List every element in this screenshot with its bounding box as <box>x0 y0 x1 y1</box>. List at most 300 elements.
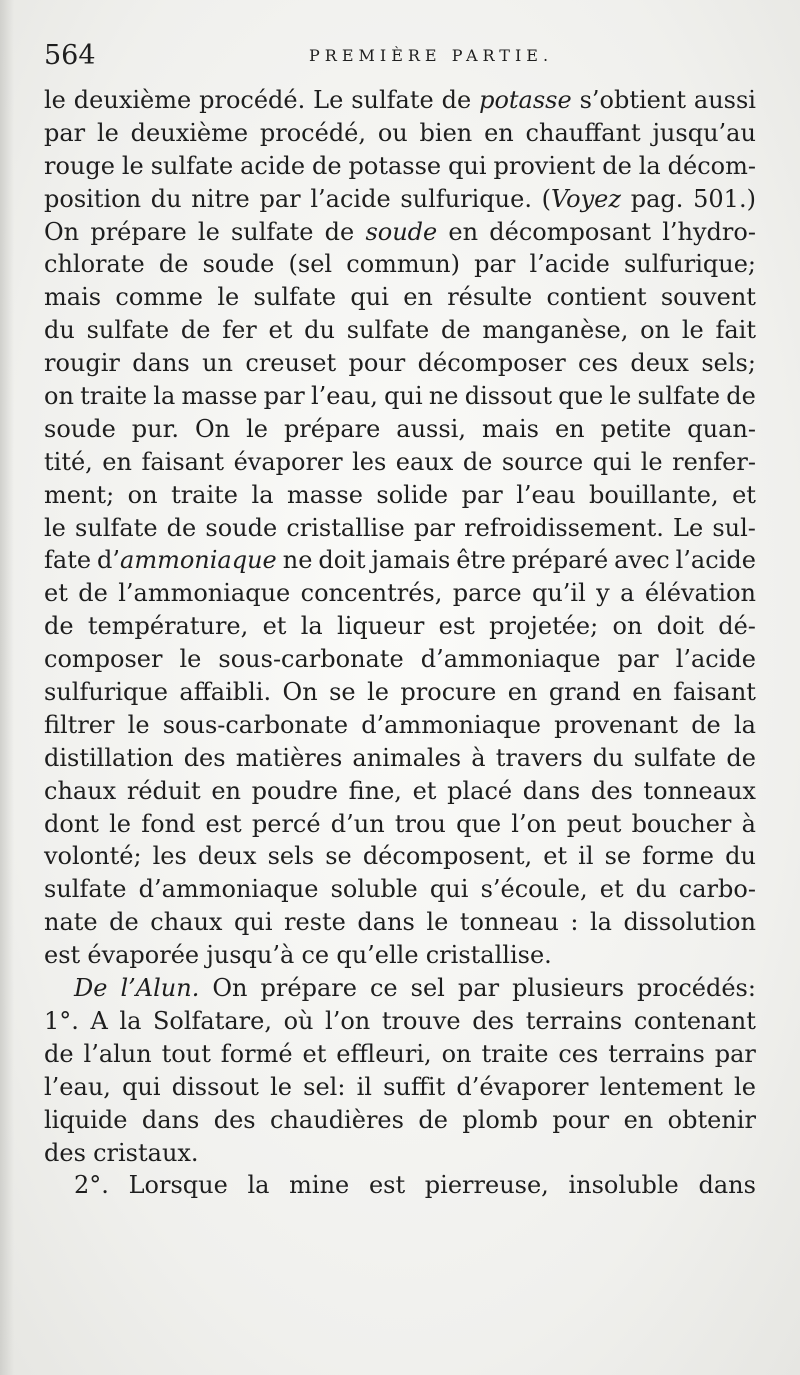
word: de <box>312 151 342 180</box>
word: d’ammoniaque <box>138 875 319 904</box>
word: de <box>602 151 632 180</box>
word: ment; <box>44 480 115 509</box>
word: plomb <box>462 1105 538 1134</box>
word: procédés: <box>637 974 756 1003</box>
text-line <box>44 84 756 117</box>
word: les <box>352 447 387 476</box>
word: des <box>472 1006 515 1035</box>
word: le <box>109 809 131 838</box>
word: procure <box>400 678 497 707</box>
word: sous-carbonate <box>218 645 404 674</box>
word: lentement <box>599 1072 723 1101</box>
word: le <box>121 151 144 180</box>
word: un <box>202 349 234 378</box>
word: la <box>300 612 323 641</box>
word: l’on <box>511 809 557 838</box>
word: provient <box>493 151 596 180</box>
word: la <box>638 151 661 180</box>
word: cristaux. <box>93 1138 199 1167</box>
word: et <box>44 579 68 608</box>
word: mais <box>44 283 102 312</box>
word: l’Alun. <box>120 974 200 1003</box>
word: dans <box>522 776 581 805</box>
word: matières <box>235 743 343 772</box>
word: le <box>426 908 449 937</box>
word: placé <box>447 776 513 805</box>
word: d’évaporer <box>456 1072 589 1101</box>
word: par <box>413 513 456 542</box>
word: pag. <box>630 184 684 213</box>
text-line <box>44 117 756 150</box>
word: du <box>725 842 756 871</box>
text-line <box>44 676 756 709</box>
word: rougir <box>44 349 120 378</box>
word: doit <box>656 612 704 641</box>
word: par <box>617 645 659 674</box>
text-line <box>44 742 756 775</box>
text-line <box>44 216 756 249</box>
text-line <box>44 906 756 939</box>
word: chlorate <box>44 250 145 279</box>
word: formé <box>220 1039 293 1068</box>
word: le <box>44 513 66 542</box>
word: sulfate <box>86 316 170 345</box>
word: plusieurs <box>512 974 625 1003</box>
word: en <box>507 678 538 707</box>
word: ne <box>428 382 459 411</box>
word: masse <box>287 480 363 509</box>
word: pierreuse, <box>424 1171 549 1200</box>
word: sulfurique; <box>623 250 756 279</box>
word: résulte <box>447 283 533 312</box>
word: jusqu’à <box>206 941 295 970</box>
text-line <box>44 1104 756 1137</box>
word: est <box>205 809 242 838</box>
word: dé- <box>718 612 756 641</box>
word: comme <box>115 283 203 312</box>
word: composer <box>44 645 163 674</box>
word: aussi <box>693 86 756 114</box>
word: en <box>623 1105 654 1134</box>
word: source <box>501 447 584 476</box>
word: la <box>247 1171 270 1200</box>
text-line <box>44 248 756 281</box>
word: sulfate <box>253 283 337 312</box>
word: sous-carbonate <box>162 710 349 739</box>
word: le <box>44 86 66 114</box>
word: du <box>635 875 667 904</box>
word: dans <box>141 1105 200 1134</box>
word: mine <box>289 1171 350 1200</box>
word: ce <box>301 941 330 970</box>
page-number: 564 <box>44 40 96 71</box>
word: à <box>471 743 486 772</box>
word: ces <box>578 349 619 378</box>
word: procédé, <box>259 118 367 147</box>
word: bien <box>419 118 473 147</box>
word: pour <box>552 1105 610 1134</box>
word: l’acide <box>675 546 756 575</box>
word: prépare <box>90 217 187 246</box>
word: effleuri, <box>336 1039 432 1068</box>
word: insoluble <box>568 1171 679 1200</box>
word: sel <box>410 974 445 1003</box>
word: évaporer <box>233 447 343 476</box>
word: procédé. <box>199 86 306 114</box>
word: dissout <box>464 382 552 411</box>
word: l’acide <box>675 645 756 674</box>
word: de <box>418 1105 448 1134</box>
word: de <box>158 250 189 279</box>
word: boucher <box>631 809 732 838</box>
word: On <box>212 974 248 1003</box>
word: et <box>268 316 293 345</box>
word: jusqu’au <box>652 118 756 147</box>
word: peut <box>566 809 622 838</box>
word: jamais <box>371 546 451 575</box>
word: pur. <box>131 414 180 443</box>
word: être <box>456 546 506 575</box>
word: prépare <box>260 974 357 1003</box>
word: l’hydro- <box>662 217 756 246</box>
word: soude <box>44 414 116 443</box>
word: fer <box>222 316 257 345</box>
text-line <box>44 512 756 545</box>
word: le <box>367 678 389 707</box>
word: décom- <box>667 151 756 180</box>
word: souvent <box>660 283 756 312</box>
word: acide <box>240 151 306 180</box>
word: liqueur <box>337 612 425 641</box>
word: sels; <box>701 349 756 378</box>
word: de <box>441 86 472 114</box>
word: grand <box>548 678 621 707</box>
word: : <box>570 908 579 937</box>
word: qu’elle <box>336 941 419 970</box>
word: des <box>183 743 226 772</box>
word: tonneau <box>459 908 559 937</box>
word: mais <box>481 414 539 443</box>
word: dans <box>357 908 415 937</box>
word: et <box>302 1039 327 1068</box>
word: refroidissement. <box>464 513 664 542</box>
word: qui <box>122 1072 161 1101</box>
word: le <box>640 447 663 476</box>
word: d’ammoniaque <box>361 710 541 739</box>
word: de <box>78 579 108 608</box>
binding-shadow <box>0 0 14 1375</box>
text-line <box>44 1038 756 1071</box>
word: on <box>612 612 643 641</box>
text-line <box>44 1071 756 1104</box>
word: qui <box>592 447 632 476</box>
word: distillation <box>44 743 174 772</box>
word: la <box>153 382 176 411</box>
word: il <box>578 842 594 871</box>
text-line <box>44 544 756 577</box>
word: ces <box>558 1039 599 1068</box>
word: fine, <box>348 776 402 805</box>
word: eaux <box>395 447 454 476</box>
word: décomposent, <box>362 842 533 871</box>
word: renfer- <box>672 447 756 476</box>
text-line <box>44 183 756 216</box>
word: où <box>283 1006 314 1035</box>
body-text <box>44 84 756 1202</box>
text-line <box>44 808 756 841</box>
word: les <box>152 842 187 871</box>
word: De <box>74 974 108 1003</box>
word: et <box>599 875 624 904</box>
word: deux <box>197 842 257 871</box>
word: s’obtient <box>579 86 686 114</box>
word: manganèse, <box>482 316 629 345</box>
word: sels <box>267 842 315 871</box>
word: On <box>195 414 231 443</box>
word: faisant <box>141 447 225 476</box>
word: qu’il <box>531 579 586 608</box>
word: y <box>596 579 610 608</box>
word: de <box>726 743 756 772</box>
word: sulfate <box>230 217 314 246</box>
word: sulfurique. <box>400 184 532 213</box>
text-line <box>44 314 756 347</box>
word: reste <box>284 908 346 937</box>
word: l’eau, <box>44 1072 111 1101</box>
word: la <box>119 1006 142 1035</box>
text-line <box>44 972 756 1005</box>
word: sulfate <box>637 382 721 411</box>
word: traite <box>80 382 148 411</box>
word: animales <box>352 743 462 772</box>
word: tout <box>161 1039 211 1068</box>
word: nate <box>44 908 98 937</box>
word: de <box>109 908 139 937</box>
word: nitre <box>191 184 250 213</box>
text-line <box>44 643 756 676</box>
word: évaporée <box>87 941 200 970</box>
word: provenant <box>554 710 679 739</box>
word: de <box>180 316 211 345</box>
word: sulfate <box>150 151 234 180</box>
text-line <box>44 939 756 972</box>
word: fond <box>141 809 196 838</box>
word: avec <box>614 546 670 575</box>
word: ce <box>369 974 398 1003</box>
word: le <box>681 316 704 345</box>
text-line <box>44 347 756 380</box>
word: la <box>251 480 274 509</box>
word: par <box>461 480 503 509</box>
word: trouve <box>381 1006 461 1035</box>
word: se <box>329 678 356 707</box>
word: et <box>732 480 756 509</box>
word: sulfate <box>44 875 127 904</box>
word: terrains <box>525 1006 623 1035</box>
word: par <box>474 250 516 279</box>
word: d’ammoniaque <box>420 645 601 674</box>
word: prépare <box>283 414 381 443</box>
word: poudre <box>251 776 338 805</box>
word: le <box>270 1072 292 1101</box>
word: l’acide <box>310 184 391 213</box>
word: de <box>462 447 493 476</box>
running-head: PREMIÈRE PARTIE. <box>309 46 554 65</box>
word: le <box>96 118 119 147</box>
word: petite <box>600 414 672 443</box>
word: bouillante, <box>589 480 719 509</box>
word: On <box>282 678 318 707</box>
word: l’ammoniaque <box>118 579 291 608</box>
word: que <box>456 809 502 838</box>
word: potasse <box>479 86 572 114</box>
word: (sel <box>288 250 333 279</box>
word: du <box>592 743 624 772</box>
word: l’alun <box>83 1039 152 1068</box>
word: d’ammoniaque <box>97 546 277 575</box>
word: percé <box>251 809 321 838</box>
word: chaux <box>150 908 223 937</box>
word: qui <box>448 151 487 180</box>
word: chaux <box>44 776 117 805</box>
word: du <box>150 184 182 213</box>
word: aussi, <box>396 414 466 443</box>
word: et <box>543 842 568 871</box>
word: en <box>403 283 433 312</box>
word: le <box>197 217 220 246</box>
word: 501.) <box>693 184 756 213</box>
word: concentrés, <box>300 579 443 608</box>
word: la <box>589 908 612 937</box>
word: il <box>356 1072 372 1101</box>
text-line <box>44 873 756 906</box>
word: A <box>90 1006 108 1035</box>
word: par <box>457 974 500 1003</box>
word: commun) <box>346 250 460 279</box>
word: contenant <box>633 1006 756 1035</box>
text-line <box>44 1137 756 1170</box>
word: creuset <box>245 349 337 378</box>
word: cristallise. <box>425 941 552 970</box>
word: fait <box>715 316 756 345</box>
word: de <box>441 316 471 345</box>
word: a <box>620 579 635 608</box>
text-line <box>44 840 756 873</box>
word: sulfurique <box>44 678 168 707</box>
word: décomposer <box>417 349 566 378</box>
word: terrains <box>608 1039 705 1068</box>
word: sulfate <box>346 316 430 345</box>
word: l’on <box>325 1006 371 1035</box>
word: on <box>44 382 74 411</box>
word: et <box>262 612 287 641</box>
word: 1°. <box>44 1006 79 1035</box>
word: tité, <box>44 447 93 476</box>
word: en <box>102 447 132 476</box>
word: cristallise <box>286 513 405 542</box>
word: qui <box>429 875 469 904</box>
word: que <box>558 382 604 411</box>
text-line <box>44 610 756 643</box>
word: le <box>179 645 202 674</box>
word: de <box>44 1039 74 1068</box>
word: l’eau, <box>311 382 378 411</box>
word: de <box>166 513 197 542</box>
word: tonneaux <box>643 776 756 805</box>
word: ou <box>377 118 408 147</box>
word: dans <box>132 349 190 378</box>
word: 2°. <box>74 1171 109 1200</box>
word: le <box>609 382 632 411</box>
word: on <box>441 1039 472 1068</box>
word: se <box>325 842 352 871</box>
word: carbo- <box>678 875 756 904</box>
word: le <box>217 283 240 312</box>
word: soude <box>202 250 275 279</box>
word: Lorsque <box>128 1171 228 1200</box>
word: l’acide <box>529 250 610 279</box>
word: travers <box>495 743 583 772</box>
word: température, <box>87 612 249 641</box>
word: et <box>412 776 437 805</box>
text-line <box>44 1005 756 1038</box>
word: deux <box>630 349 689 378</box>
word: de <box>726 382 756 411</box>
word: est <box>438 612 475 641</box>
word: s’écoule, <box>480 875 588 904</box>
word: chauffant <box>525 118 641 147</box>
word: est <box>368 1171 406 1200</box>
word: de <box>324 217 355 246</box>
word: du <box>44 316 75 345</box>
word: des <box>590 776 633 805</box>
word: deuxième <box>130 118 249 147</box>
word: se <box>604 842 632 871</box>
word: est <box>44 941 81 970</box>
word: d’un <box>330 809 385 838</box>
word: décomposant <box>489 217 652 246</box>
word: par <box>259 184 301 213</box>
word: sel: <box>303 1072 346 1101</box>
word: élévation <box>644 579 756 608</box>
word: liquide <box>44 1105 128 1134</box>
word: le <box>734 1072 756 1101</box>
word: doit <box>318 546 366 575</box>
text-line <box>44 380 756 413</box>
word: soluble <box>330 875 418 904</box>
word: soude <box>205 513 278 542</box>
word: sulfate <box>633 743 717 772</box>
text-line <box>44 150 756 183</box>
word: en <box>484 118 514 147</box>
word: deuxième <box>73 86 192 114</box>
word: projetée; <box>489 612 599 641</box>
word: potasse <box>348 151 442 180</box>
word: qui <box>384 382 423 411</box>
word: suffit <box>383 1072 446 1101</box>
word: à <box>741 809 756 838</box>
word: solide <box>376 480 449 509</box>
word: dans <box>698 1171 756 1200</box>
text-line <box>44 709 756 742</box>
text-line <box>44 775 756 808</box>
word: sulfate <box>351 86 434 114</box>
word: on <box>640 316 671 345</box>
word: Le <box>313 86 344 114</box>
word: par <box>263 382 305 411</box>
word: dissolution <box>623 908 756 937</box>
word: faisant <box>673 678 756 707</box>
